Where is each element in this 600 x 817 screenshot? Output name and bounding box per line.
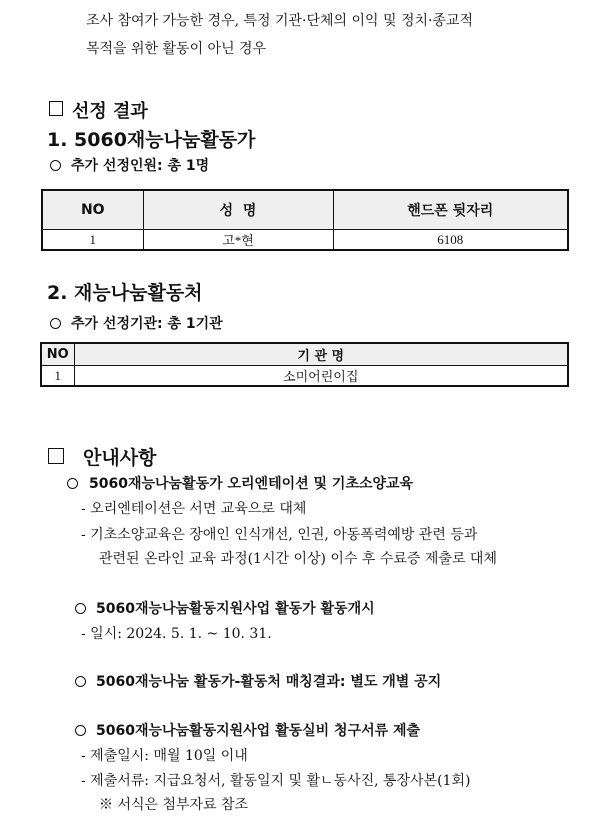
checkbox-icon [49,101,63,116]
circle-bullet-icon [75,603,86,614]
checkbox-icon [48,448,64,464]
circle-bullet-icon [67,478,78,489]
guide-item4-line3: ※ 서식은 첨부자료 참조 [99,797,249,813]
section1-subtitle: 추가 선정인원: 총 1명 [71,158,210,174]
table-header-row [42,190,568,230]
intro-line-2: 목적을 위한 활동이 아닌 경우 [86,41,267,57]
guide-item1-line2: - 기초소양교육은 장애인 인식개선, 인권, 아동폭력예방 관련 등과 [81,527,478,543]
selected-institution-table [40,342,569,387]
cell-name: 고*현 [143,230,333,251]
cell-institution: 소미어린이집 [74,366,568,387]
section2-subtitle: 추가 선정기관: 총 1기관 [71,316,223,332]
circle-bullet-icon [50,160,61,171]
column-header-phone: 핸드폰 뒷자리 [333,190,568,230]
section1-title: 1. 5060재능나눔활동가 [47,129,256,151]
column-header-no: NO [42,190,143,230]
guide-item1-line3: 관련된 온라인 교육 과정(1시간 이상) 이수 후 수료증 제출로 대체 [99,551,497,567]
selection-heading: 선정 결과 [72,101,148,122]
section2-title: 2. 재능나눔활동처 [47,282,203,304]
cell-phone: 6108 [333,230,568,251]
circle-bullet-icon [75,676,86,687]
column-header-name: 성 명 [143,190,333,230]
guide-item4-line1: - 제출일시: 매월 10일 이내 [81,748,248,764]
guide-item3-title: 5060재능나눔 활동가-활동처 매칭결과: 별도 개별 공지 [96,674,442,690]
table-row [42,230,568,251]
column-header-institution: 기 관 명 [74,343,568,366]
guide-item4-line2: - 제출서류: 지급요청서, 활동일지 및 활ㄴ동사진, 통장사본(1회) [81,773,471,789]
cell-no: 1 [42,230,143,251]
guide-item2-line1: - 일시: 2024. 5. 1. ~ 10. 31. [81,626,272,642]
selected-volunteer-table [41,189,569,251]
guide-item1-line1: - 오리엔테이션은 서면 교육으로 대체 [81,501,307,517]
cell-no: 1 [41,366,74,387]
circle-bullet-icon [50,318,61,329]
guide-item4-title: 5060재능나눔활동지원사업 활동실비 청구서류 제출 [96,723,421,739]
column-header-no: NO [41,343,74,366]
guide-item1-title: 5060재능나눔활동가 오리엔테이션 및 기초소양교육 [89,476,414,492]
intro-line-1: 조사 참여가 가능한 경우, 특정 기관·단체의 이익 및 정치·종교적 [86,13,474,29]
table-header-row [41,343,568,366]
table-row [41,366,568,387]
guide-item2-title: 5060재능나눔활동지원사업 활동가 활동개시 [96,601,375,617]
circle-bullet-icon [75,725,86,736]
guide-heading: 안내사항 [83,447,157,469]
